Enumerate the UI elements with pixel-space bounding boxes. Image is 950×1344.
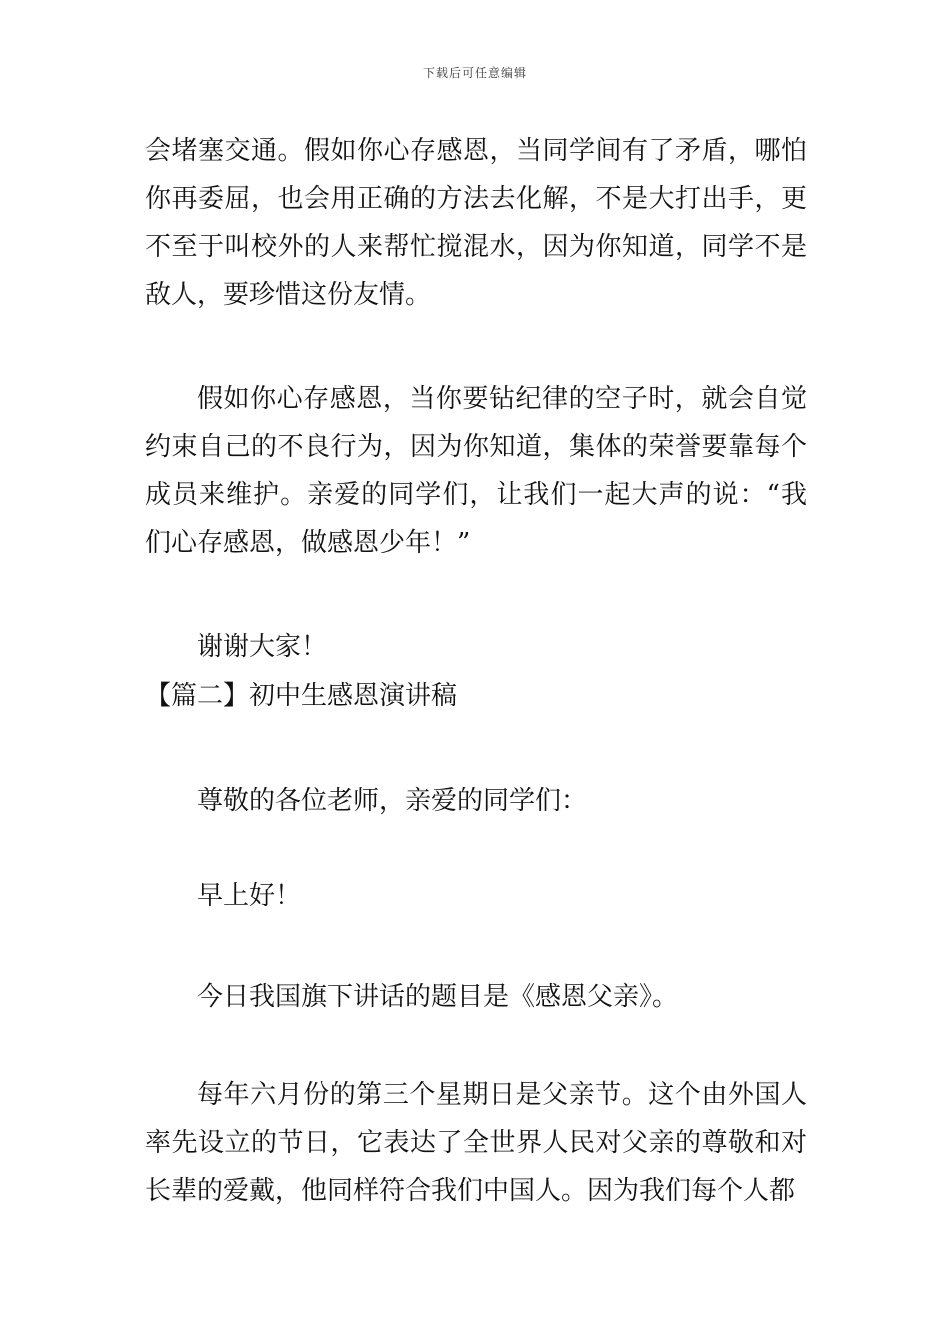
- paragraph-fathers-day: 每年六月份的第三个星期日是父亲节。这个由外国人率先设立的节日，它表达了全世界人民对父亲的尊敬和对长辈的爱戴，他同样符合我们中国人。因为我们每个人都: [145, 1080, 807, 1206]
- paragraph-greeting: 尊敬的各位老师，亲爱的同学们：: [197, 786, 588, 816]
- paragraph-2: 假如你心存感恩，当你要钻纪律的空子时，就会自觉约束自己的不良行为，因为你知道，集体的荣誉要靠每个成员来维护。亲爱的同学们，让我们一起大声的说：“我们心存感恩，做感恩少年！”: [145, 384, 807, 558]
- paragraph-1: 会堵塞交通。假如你心存感恩，当同学间有了矛盾，哪怕你再委屈，也会用正确的方法去化解，不是大打出手，更不至于叫校外的人来帮忙搅混水，因为你知道，同学不是敌人，要珍惜这份友情。: [145, 136, 807, 310]
- paragraph-morning: 早上好！: [197, 881, 302, 911]
- section-heading: 【篇二】初中生感恩演讲稿: [145, 681, 458, 711]
- paragraph-topic: 今日我国旗下讲话的题目是《感恩父亲》。: [197, 982, 679, 1012]
- page-header: 下载后可任意编辑: [422, 66, 527, 80]
- paragraph-thanks: 谢谢大家！: [197, 632, 328, 662]
